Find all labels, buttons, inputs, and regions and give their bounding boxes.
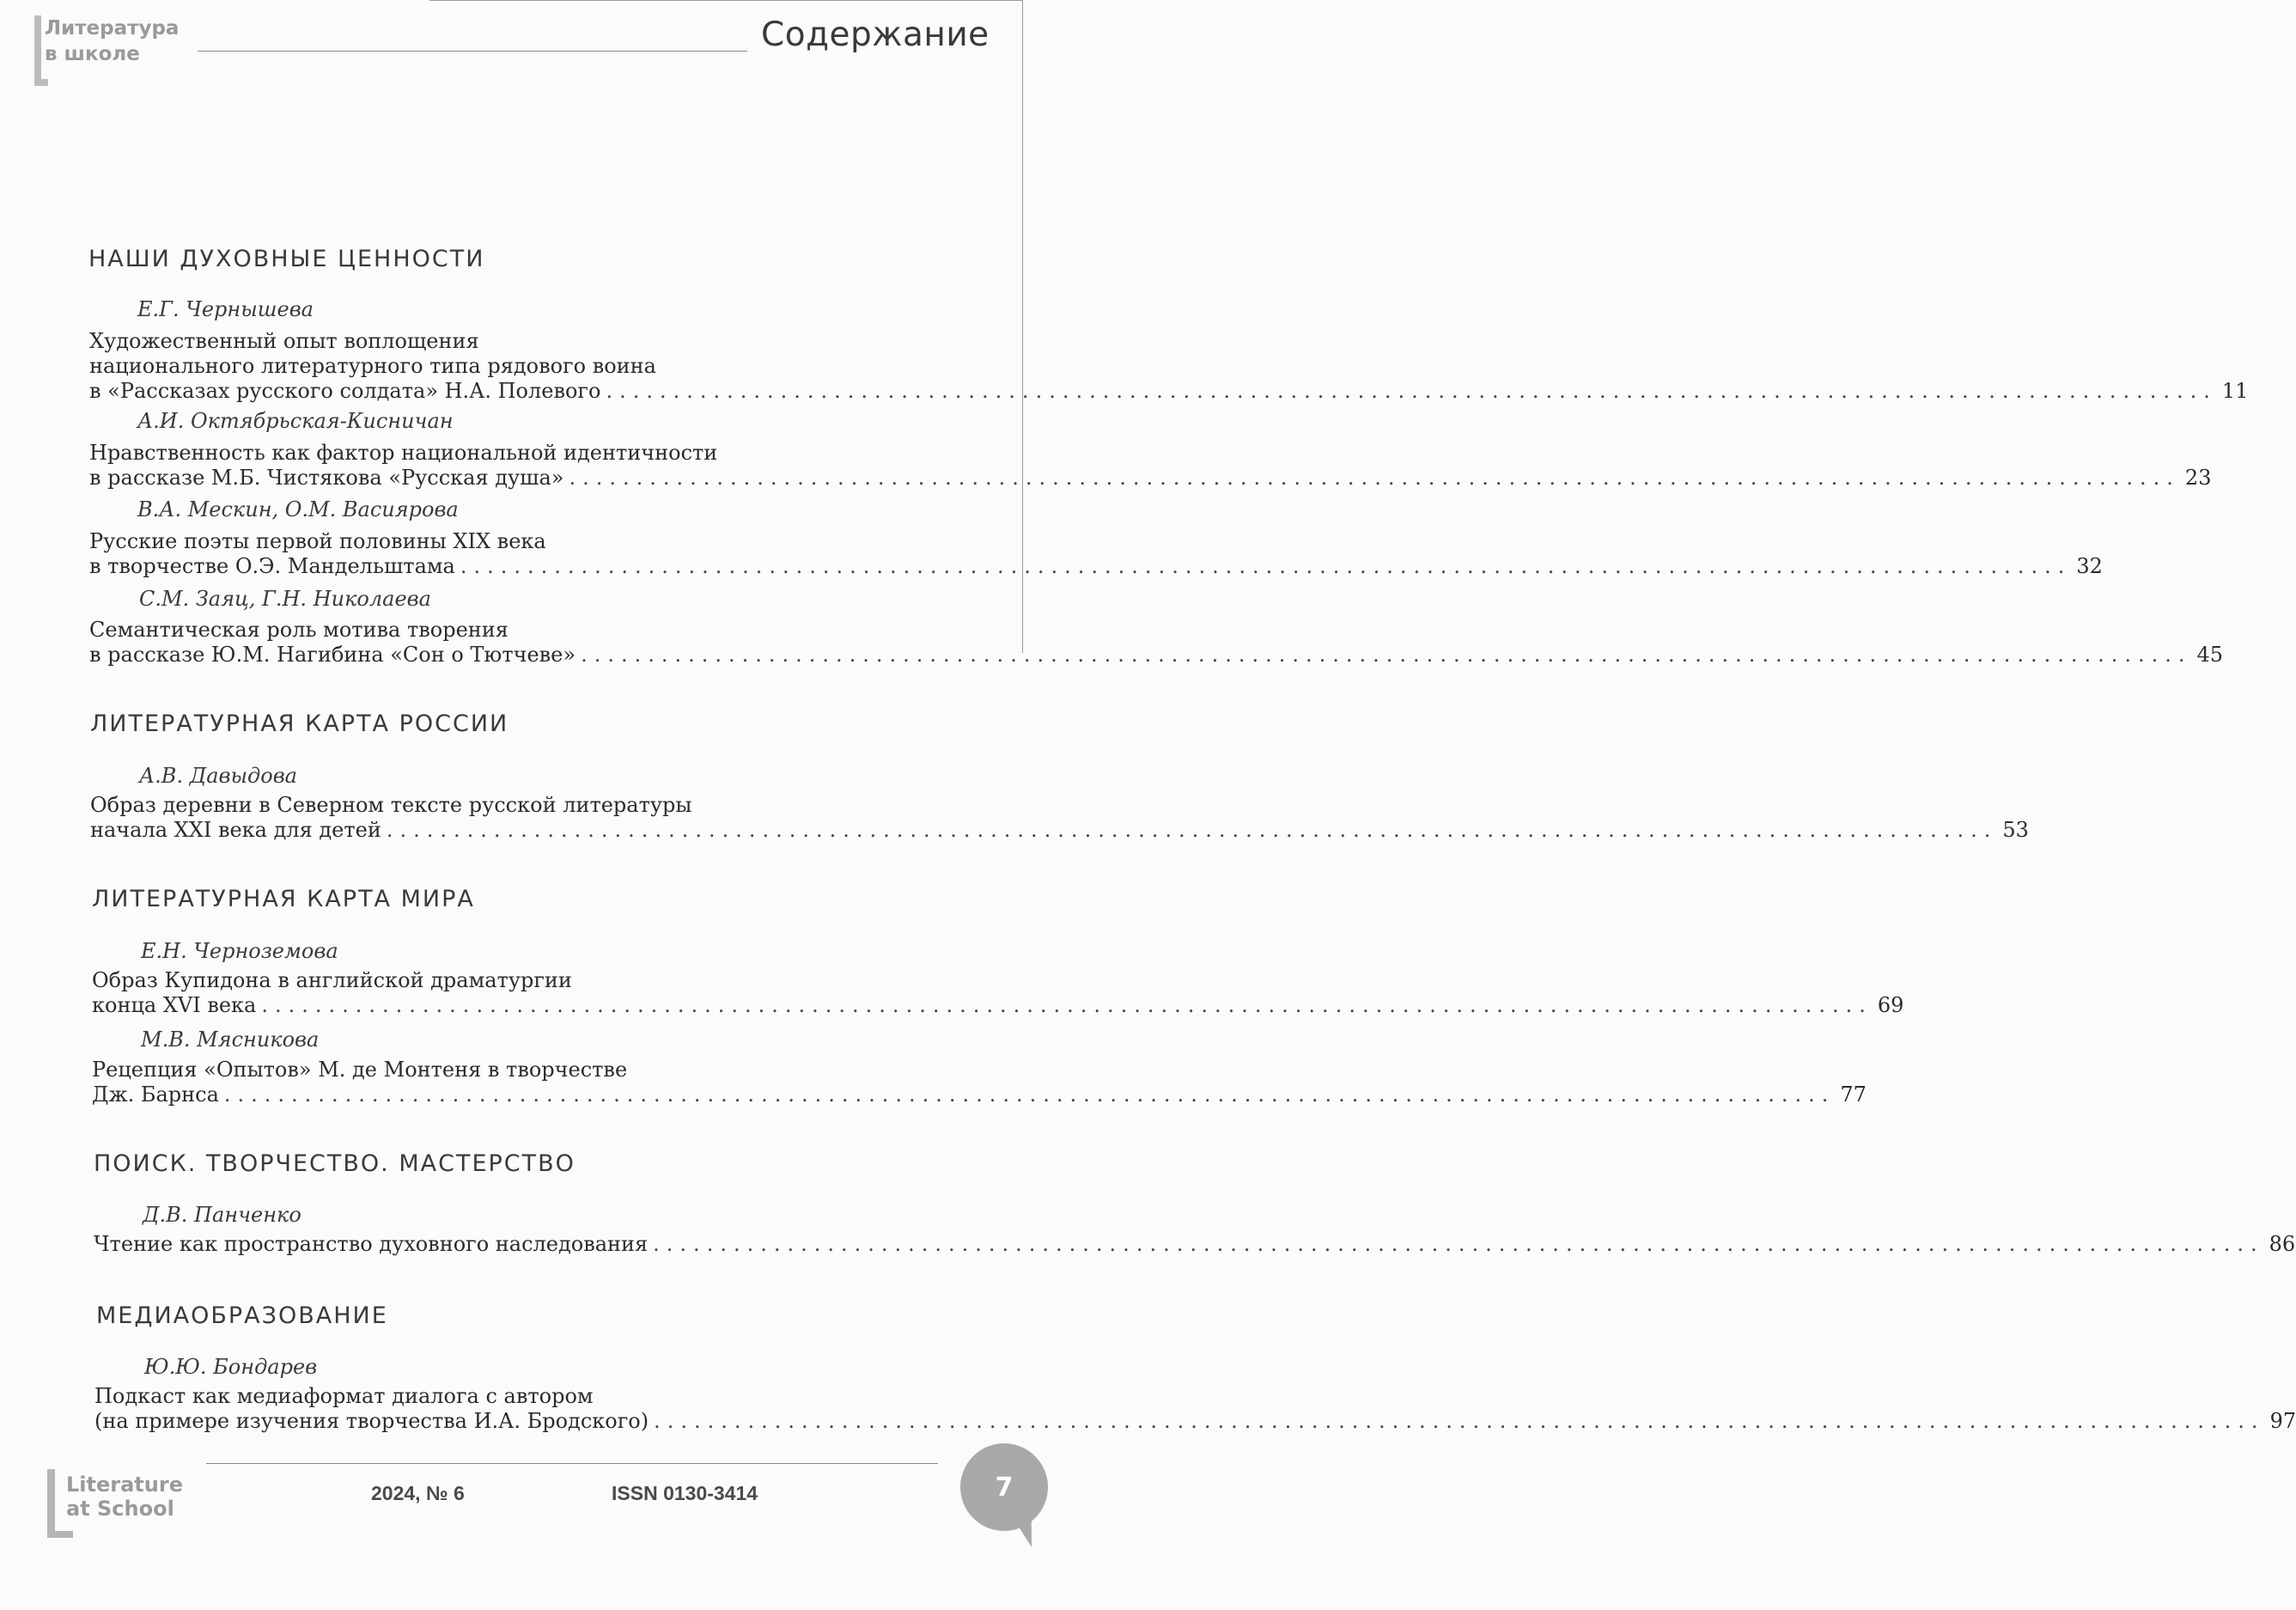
article-author: С.М. Заяц, Г.Н. Николаева	[139, 587, 431, 611]
top-edge-line	[429, 0, 1022, 1]
logo-foot	[47, 1531, 73, 1538]
article-author: М.В. Мясникова	[141, 1028, 320, 1052]
article-title-line: в рассказе Ю.М. Нагибина «Сон о Тютчеве»	[89, 643, 576, 667]
issue-label: 2024, № 6	[371, 1482, 465, 1504]
footer-rule	[206, 1463, 938, 1464]
article-entry	[94, 1384, 2296, 1434]
logo-line1: Literature	[66, 1473, 183, 1497]
journal-logo-ru	[34, 9, 189, 86]
article-entry	[92, 968, 1904, 1018]
page-reference: 69	[1877, 993, 1904, 1017]
article-author: А.В. Давыдова	[139, 764, 297, 788]
article-entry	[92, 1058, 1867, 1107]
logo-bar	[34, 15, 41, 86]
article-title-line: Дж. Барнса	[92, 1082, 219, 1107]
article-author: Д.В. Панченко	[143, 1203, 301, 1227]
page-reference: 97	[2269, 1409, 2296, 1433]
article-title-line: Подкаст как медиаформат диалога с автором	[94, 1384, 594, 1408]
article-entry	[89, 529, 2103, 579]
section-heading: ЛИТЕРАТУРНАЯ КАРТА РОССИИ	[90, 710, 509, 737]
page-reference: 23	[2184, 466, 2212, 490]
article-author: Ю.Ю. Бондарев	[144, 1355, 318, 1379]
page-number-badge: 7	[960, 1443, 1048, 1531]
page-reference: 86	[2269, 1232, 2296, 1256]
article-title-last-line	[89, 379, 2249, 404]
article-entry	[89, 329, 2249, 404]
dot-leader: ........................................................................................................................	[223, 1082, 1836, 1107]
article-title-line: Образ Купидона в английской драматургии	[92, 968, 572, 992]
article-title-line: Чтение как пространство духовного наследования	[94, 1232, 649, 1256]
article-author: В.А. Мескин, О.М. Васиярова	[137, 497, 459, 521]
journal-logo-en	[47, 1459, 193, 1545]
article-entry	[89, 618, 2224, 668]
logo-line2: at School	[66, 1497, 174, 1521]
dot-leader: ........................................................................................................................	[654, 1409, 2265, 1433]
article-title-line: Образ деревни в Северном тексте русской литературы	[90, 793, 692, 817]
article-entry	[94, 1232, 2296, 1257]
dot-leader: ........................................................................................................................	[460, 554, 2072, 578]
dot-leader: ........................................................................................................................	[653, 1232, 2264, 1256]
page-reference: 77	[1840, 1082, 1867, 1107]
article-title-line: Русские поэты первой половины XIX века	[89, 529, 546, 553]
article-title-line: Семантическая роль мотива творения	[89, 618, 509, 642]
article-title-line: конца XVI века	[92, 993, 257, 1017]
dot-leader: ........................................................................................................................	[606, 379, 2217, 403]
article-entry	[89, 441, 2212, 491]
article-title-last-line	[92, 993, 1904, 1018]
article-title-last-line	[89, 554, 2103, 579]
article-author: А.И. Октябрьская-Кисничан	[137, 409, 454, 433]
header-rule	[198, 51, 747, 52]
article-title-last-line	[89, 466, 2212, 491]
logo-line2: в школе	[45, 43, 140, 65]
issn-label: ISSN 0130-3414	[612, 1482, 758, 1504]
article-title-line: начала XXI века для детей	[90, 818, 381, 842]
article-entry	[90, 793, 2029, 843]
page-reference: 45	[2196, 643, 2224, 667]
section-heading: МЕДИАОБРАЗОВАНИЕ	[96, 1302, 388, 1329]
page-reference: 11	[2221, 379, 2249, 403]
logo-line1: Литература	[45, 17, 180, 40]
article-title-line: Художественный опыт воплощения	[89, 329, 479, 353]
article-title-last-line	[94, 1409, 2296, 1434]
dot-leader: ........................................................................................................................	[261, 993, 1873, 1017]
article-title-last-line	[89, 643, 2224, 668]
article-title-last-line	[90, 818, 2029, 843]
article-author: Е.Н. Черноземова	[141, 939, 338, 963]
article-title-line: национального литературного типа рядового воина	[89, 354, 656, 378]
article-title-line: в творчестве О.Э. Мандельштама	[89, 554, 455, 578]
page-reference: 32	[2076, 554, 2103, 578]
article-title-last-line	[92, 1082, 1867, 1107]
article-title-line: Нравственность как фактор национальной идентичности	[89, 441, 718, 465]
article-author: Е.Г. Чернышева	[137, 297, 314, 321]
article-title-line: Рецепция «Опытов» М. де Монтеня в творчестве	[92, 1058, 628, 1082]
dot-leader: ........................................................................................................................	[581, 643, 2192, 667]
dot-leader: ........................................................................................................................	[386, 818, 1998, 842]
logo-foot	[34, 79, 48, 86]
section-heading: ЛИТЕРАТУРНАЯ КАРТА МИРА	[92, 886, 475, 912]
article-title-last-line	[94, 1232, 2296, 1257]
article-title-line: (на примере изучения творчества И.А. Бродского)	[94, 1409, 649, 1433]
page-title: Содержание	[761, 15, 990, 54]
logo-bar	[47, 1469, 55, 1538]
section-heading: ПОИСК. ТВОРЧЕСТВО. МАСТЕРСТВО	[94, 1150, 576, 1177]
page-reference: 53	[2002, 818, 2029, 842]
dot-leader: ........................................................................................................................	[569, 466, 2180, 490]
article-title-line: в «Рассказах русского солдата» Н.А. Полевого	[89, 379, 601, 403]
section-heading: НАШИ ДУХОВНЫЕ ЦЕННОСТИ	[88, 246, 485, 272]
article-title-line: в рассказе М.Б. Чистякова «Русская душа»	[89, 466, 564, 490]
